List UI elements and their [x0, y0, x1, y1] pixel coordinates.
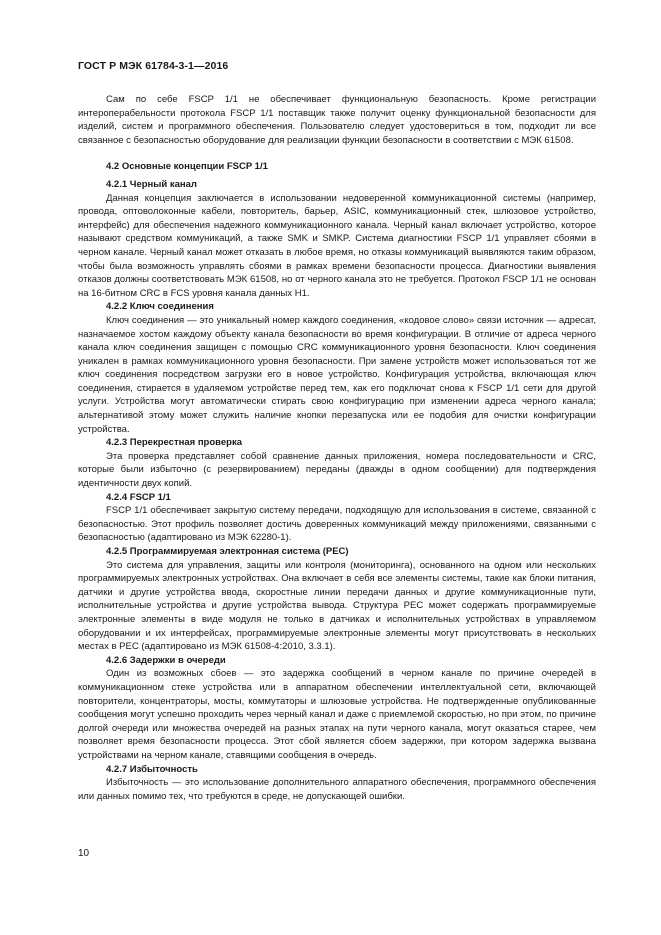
page-number: 10 — [78, 848, 90, 859]
document-header: ГОСТ Р МЭК 61784-3-1—2016 — [78, 60, 229, 72]
subsection-title: 4.2.7 Избыточность — [106, 763, 198, 775]
subsection-title: 4.2.6 Задержки в очереди — [106, 654, 226, 666]
subsection-title: 4.2.2 Ключ соединения — [106, 301, 214, 313]
subsection-title: 4.2.1 Черный канал — [106, 178, 197, 190]
subsection-title: 4.2.3 Перекрестная проверка — [106, 437, 243, 449]
intro-paragraph: Сам по себе FSCP 1/1 не обеспечивает функциональную безопасность. Кроме регистрации интероперабельности протокола FSCP 1/1 поставщик также получит оценку функциональной безопасности для изделий, систем и программного обеспечения. Пользователю следует удостовериться в том, подходит ли все связанное с безопасностью оборудование для реализации функции безопасности в соответствии с МЭК 61508. — [78, 94, 596, 146]
subsection-paragraph: Эта проверка представляет собой сравнение данных приложения, номера последовательности и CRC, которые были избыточно (с резервированием) переданы (дважды в одном сообщении) для подтверждения идентичности двух копий. — [78, 450, 596, 490]
subsection-paragraph: Один из возможных сбоев — это задержка сообщений в черном канале по причине очередей в коммуникационном стеке устройства или в аппаратном обеспечении интеллектуальной сети, включающей повторители, концентраторы, мосты, коммутаторы и шлюзовые устройства. Не подтвержденные опубликованные сообщения могут успешно проходить через черный канал и даже с приемлемой скоростью, но при этом, по причине долгой очереди или множества очередей на разных этапах на пути черного канала, могут оказаться старее, чем позволяет время безопасности процесса. Этот сбой является сбоем задержки, при котором задержка вызвана устройствами на черном канале, ставящими сообщения в очередь. — [78, 668, 596, 761]
document-body — [78, 93, 596, 803]
subsection-paragraph: Данная концепция заключается в использовании недоверенной коммуникационной системы (например, провода, оптоволоконные кабели, повторитель, барьер, ASIC, коммуникационный стек, шлюзовое устройство, интерфейс) для обеспечения надежного коммуникационного канала. Черный канал включает устройство, которое называют средством коммуникаций, а также SMK и SMKP. Система диагностики FSCP 1/1 управляет сбоями в черном канале. Черный канал может отказать в любое время, но отказы коммуникаций выявляются таким образом, чтобы была возможность управлять сбоями в рамках времени безопасности процесса. Диагностики выявления отказов должны соответствовать МЭК 61508, но от черного канала это не требуется. Протокол FSCP 1/1 не основан на 16-битном CRC в FCS уровня канала данных H1. — [78, 192, 596, 299]
subsection-title: 4.2.4 FSCP 1/1 — [106, 491, 171, 503]
subsection-paragraph: Избыточность — это использование дополнительного аппаратного обеспечения, программного обеспечения или данных помимо тех, что требуются в среде, не допускающей ошибки. — [78, 777, 596, 802]
subsection-paragraph: Ключ соединения — это уникальный номер каждого соединения, «кодовое слово» связи источник — адресат, назначаемое хостом каждому объекту канала безопасности во время конфигурации. В отличие от адреса черного канала ключ соединения защищен с помощью CRC коммуникационного уровня безопасности. Ключ соединения уникален в рамках коммуникационного уровня безопасности. При замене устройств может использоваться тот же ключ соединения посредством загрузки его в новое устройство. Конфигурация устройства, включающая ключ соединения, стирается в удаляемом устройстве перед тем, как его подключат снова к FSCP 1/1 сети для другой услуги. Устройства могут автоматически стирать свою конфигурацию при изменении адреса черного канала; альтернативой этому может служить наличие кнопки перезапуска или ее подобия для очистки конфигурации устройства. — [78, 314, 596, 435]
subsection-paragraph: FSCP 1/1 обеспечивает закрытую систему передачи, подходящую для использования в системе, связанной с безопасностью. Этот профиль позволяет достичь доверенных коммуникаций между приложениями, связанными с безопасностью (адаптировано из МЭК 62280-1). — [78, 505, 596, 544]
section-title: 4.2 Основные концепции FSCP 1/1 — [106, 161, 268, 173]
subsection-title: 4.2.5 Программируемая электронная система (PEC) — [106, 546, 349, 557]
subsection-paragraph: Это система для управления, защиты или контроля (мониторинга), основанного на одном или нескольких программируемых электронных устройствах. Она включает в себя все элементы системы, такие как блоки питания, датчики и другие устройства ввода, скоростные линии передачи данных и другие коммуникационные пути, исполнительные устройства и другие устройства вывода. Структура PEC может содержать программируемые электронные элементы в виде модуля не только в датчиках и исполнительных устройствах в управляемом оборудовании и их интерфейсах, программируемые электронные элементы могут присутствовать в нескольких местах в PEC (адаптировано из МЭК 61508-4:2010, 3.3.1). — [78, 559, 596, 653]
